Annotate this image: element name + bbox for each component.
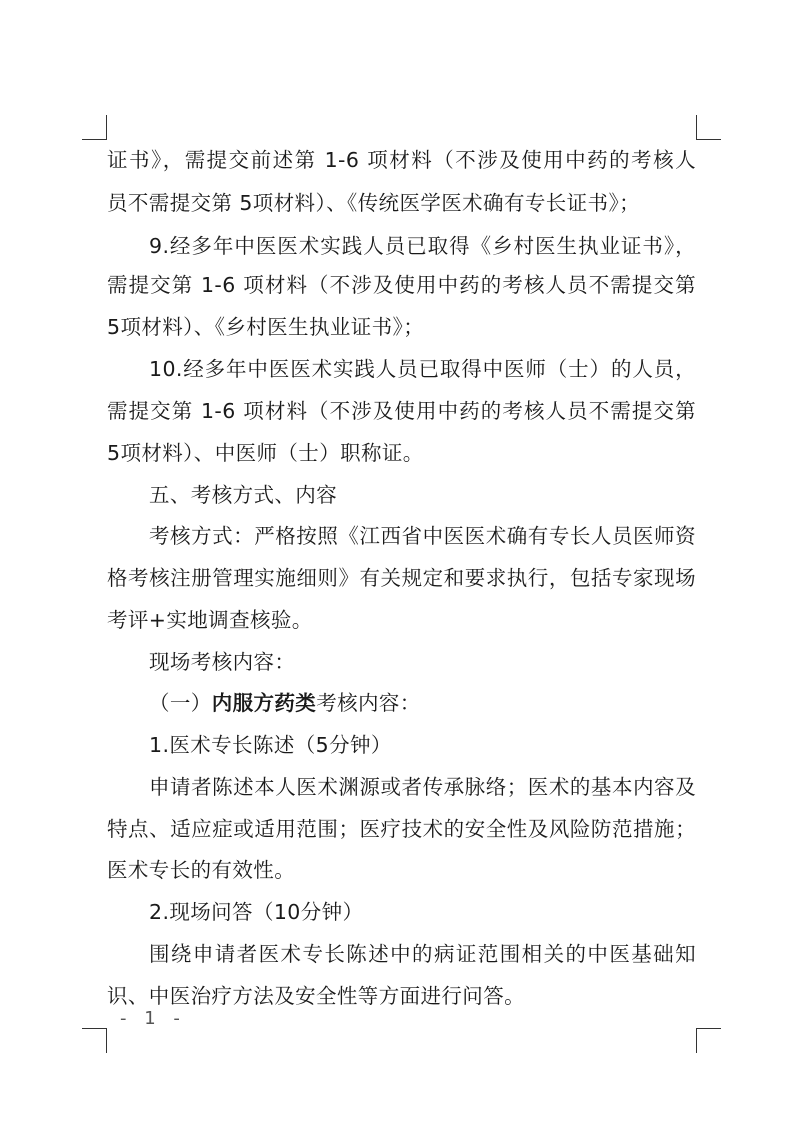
- text-line: 需提交第 1-6 项材料（不涉及使用中药的考核人员不需提交第: [107, 399, 696, 423]
- section-heading: 五、考核方式、内容: [149, 483, 338, 507]
- text-line: 格考核注册管理实施细则》有关规定和要求执行，包括专家现场: [107, 566, 696, 590]
- text-line: 医术专长的有效性。: [107, 858, 296, 882]
- text-line: 识、中医治疗方法及安全性等方面进行问答。: [107, 984, 525, 1008]
- crop-mark-top-left: [82, 115, 107, 140]
- item-heading: 2.现场问答（10分钟）: [149, 900, 364, 924]
- subheading: [149, 689, 421, 717]
- text-line: 申请者陈述本人医术渊源或者传承脉络；医术的基本内容及: [149, 775, 696, 799]
- text-line: 特点、适应症或适用范围；医疗技术的安全性及风险防范措施；: [107, 817, 696, 841]
- crop-mark-bottom-right: [696, 1028, 721, 1053]
- text-line: 10.经多年中医医术实践人员已取得中医师（士）的人员，: [149, 357, 696, 381]
- text-line: 5项材料）、《乡村医生执业证书》；: [107, 315, 425, 339]
- crop-mark-bottom-left: [82, 1028, 107, 1053]
- crop-mark-top-right: [696, 115, 721, 140]
- page-number: - 1 -: [120, 1008, 186, 1029]
- text-line: 围绕申请者医术专长陈述中的病证范围相关的中医基础知: [149, 942, 696, 966]
- text-line: 考评+实地调查核验。: [107, 608, 313, 632]
- text-line: 考核方式：严格按照《江西省中医医术确有专长人员医师资: [149, 524, 696, 548]
- subheading-rest: 考核内容：: [316, 691, 421, 715]
- text-line: 需提交第 1-6 项材料（不涉及使用中药的考核人员不需提交第: [107, 273, 696, 297]
- text-line: 9.经多年中医医术实践人员已取得《乡村医生执业证书》，: [149, 234, 696, 258]
- item-heading: 1.医术专长陈述（5分钟）: [149, 733, 392, 757]
- text-line: 5项材料）、中医师（士）职称证。: [107, 441, 424, 465]
- subheading-number: （一）: [149, 691, 212, 715]
- subheading-bold: 内服方药类: [211, 691, 317, 715]
- text-line: 员不需提交第 5项材料）、《传统医学医术确有专长证书》；: [107, 191, 641, 215]
- text-line: 现场考核内容：: [149, 650, 296, 674]
- text-line: 证书》，需提交前述第 1-6 项材料（不涉及使用中药的考核人: [107, 148, 696, 172]
